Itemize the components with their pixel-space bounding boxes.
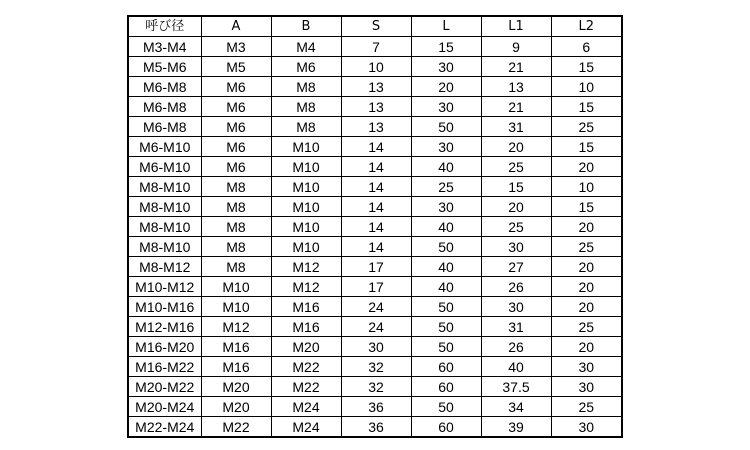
cell-l2: 20 <box>551 277 622 297</box>
table-row <box>128 77 622 97</box>
cell-l: 40 <box>411 257 481 277</box>
cell-l1: 37.5 <box>481 377 551 397</box>
cell-s: 17 <box>341 277 411 297</box>
table-row <box>128 177 622 197</box>
cell-l1: 13 <box>481 77 551 97</box>
cell-l2: 20 <box>551 217 622 237</box>
table-row <box>128 297 622 317</box>
cell-l2: 25 <box>551 317 622 337</box>
cell-s: 14 <box>341 237 411 257</box>
cell-a: M10 <box>201 297 271 317</box>
cell-nominal-size: M20-M22 <box>128 377 201 397</box>
cell-s: 14 <box>341 177 411 197</box>
cell-l: 60 <box>411 357 481 377</box>
table-row <box>128 257 622 277</box>
header-l1: L1 <box>481 16 551 37</box>
cell-l: 50 <box>411 237 481 257</box>
cell-l1: 21 <box>481 97 551 117</box>
table-row <box>128 377 622 397</box>
cell-nominal-size: M20-M24 <box>128 397 201 417</box>
cell-a: M8 <box>201 217 271 237</box>
table-row <box>128 217 622 237</box>
cell-l1: 20 <box>481 197 551 217</box>
cell-b: M10 <box>271 137 341 157</box>
cell-nominal-size: M6-M8 <box>128 97 201 117</box>
cell-a: M8 <box>201 237 271 257</box>
cell-l1: 25 <box>481 217 551 237</box>
cell-l: 50 <box>411 337 481 357</box>
cell-nominal-size: M8-M10 <box>128 177 201 197</box>
cell-b: M24 <box>271 397 341 417</box>
cell-a: M12 <box>201 317 271 337</box>
cell-nominal-size: M6-M8 <box>128 117 201 137</box>
cell-l: 50 <box>411 317 481 337</box>
table-row <box>128 57 622 77</box>
cell-l2: 30 <box>551 357 622 377</box>
cell-l: 20 <box>411 77 481 97</box>
cell-s: 32 <box>341 377 411 397</box>
cell-l2: 20 <box>551 257 622 277</box>
cell-nominal-size: M22-M24 <box>128 417 201 438</box>
cell-s: 14 <box>341 217 411 237</box>
cell-s: 13 <box>341 117 411 137</box>
cell-l1: 9 <box>481 37 551 57</box>
cell-l1: 39 <box>481 417 551 438</box>
cell-a: M6 <box>201 77 271 97</box>
cell-l: 30 <box>411 137 481 157</box>
cell-nominal-size: M8-M12 <box>128 257 201 277</box>
table-row <box>128 397 622 417</box>
cell-b: M10 <box>271 197 341 217</box>
table-row <box>128 137 622 157</box>
cell-l1: 20 <box>481 137 551 157</box>
cell-s: 30 <box>341 337 411 357</box>
header-row <box>128 16 622 37</box>
cell-l: 40 <box>411 277 481 297</box>
cell-l: 15 <box>411 37 481 57</box>
cell-a: M6 <box>201 117 271 137</box>
cell-l2: 15 <box>551 97 622 117</box>
cell-s: 14 <box>341 197 411 217</box>
cell-s: 36 <box>341 397 411 417</box>
cell-s: 17 <box>341 257 411 277</box>
header-nominal-size: 呼び径 <box>128 16 201 37</box>
table-row <box>128 337 622 357</box>
cell-s: 7 <box>341 37 411 57</box>
cell-l: 30 <box>411 197 481 217</box>
cell-a: M6 <box>201 137 271 157</box>
cell-l: 50 <box>411 397 481 417</box>
cell-a: M20 <box>201 377 271 397</box>
cell-a: M3 <box>201 37 271 57</box>
cell-l: 60 <box>411 417 481 438</box>
cell-b: M8 <box>271 77 341 97</box>
cell-a: M6 <box>201 157 271 177</box>
cell-l1: 30 <box>481 237 551 257</box>
table-row <box>128 117 622 137</box>
cell-nominal-size: M6-M10 <box>128 157 201 177</box>
cell-l1: 25 <box>481 157 551 177</box>
cell-l1: 40 <box>481 357 551 377</box>
cell-l1: 26 <box>481 337 551 357</box>
cell-b: M8 <box>271 97 341 117</box>
table-row <box>128 237 622 257</box>
cell-l2: 20 <box>551 157 622 177</box>
cell-l: 50 <box>411 297 481 317</box>
cell-s: 24 <box>341 317 411 337</box>
header-l: L <box>411 16 481 37</box>
cell-l: 30 <box>411 57 481 77</box>
cell-b: M4 <box>271 37 341 57</box>
cell-l2: 25 <box>551 397 622 417</box>
cell-s: 32 <box>341 357 411 377</box>
cell-l1: 30 <box>481 297 551 317</box>
header-s: S <box>341 16 411 37</box>
cell-s: 13 <box>341 77 411 97</box>
cell-nominal-size: M8-M10 <box>128 197 201 217</box>
cell-a: M8 <box>201 197 271 217</box>
cell-l1: 34 <box>481 397 551 417</box>
table-row <box>128 417 622 438</box>
cell-b: M20 <box>271 337 341 357</box>
cell-nominal-size: M5-M6 <box>128 57 201 77</box>
cell-b: M10 <box>271 157 341 177</box>
cell-l2: 15 <box>551 57 622 77</box>
table-body <box>128 37 622 438</box>
cell-l1: 15 <box>481 177 551 197</box>
cell-l2: 25 <box>551 117 622 137</box>
table-row <box>128 277 622 297</box>
cell-b: M12 <box>271 277 341 297</box>
cell-l1: 26 <box>481 277 551 297</box>
cell-l2: 10 <box>551 77 622 97</box>
cell-b: M22 <box>271 377 341 397</box>
cell-l1: 31 <box>481 117 551 137</box>
table-row <box>128 37 622 57</box>
cell-nominal-size: M16-M20 <box>128 337 201 357</box>
cell-nominal-size: M8-M10 <box>128 237 201 257</box>
cell-a: M6 <box>201 97 271 117</box>
cell-s: 13 <box>341 97 411 117</box>
cell-l: 25 <box>411 177 481 197</box>
cell-l2: 20 <box>551 337 622 357</box>
cell-b: M24 <box>271 417 341 438</box>
table-row <box>128 157 622 177</box>
cell-a: M5 <box>201 57 271 77</box>
cell-l: 30 <box>411 97 481 117</box>
cell-l: 50 <box>411 117 481 137</box>
cell-l2: 15 <box>551 197 622 217</box>
header-a: A <box>201 16 271 37</box>
cell-l2: 25 <box>551 237 622 257</box>
cell-l: 60 <box>411 377 481 397</box>
cell-nominal-size: M12-M16 <box>128 317 201 337</box>
cell-s: 10 <box>341 57 411 77</box>
table-row <box>128 357 622 377</box>
cell-a: M10 <box>201 277 271 297</box>
header-b: B <box>271 16 341 37</box>
cell-b: M16 <box>271 297 341 317</box>
cell-b: M22 <box>271 357 341 377</box>
cell-nominal-size: M10-M16 <box>128 297 201 317</box>
cell-l2: 10 <box>551 177 622 197</box>
cell-b: M10 <box>271 237 341 257</box>
cell-l1: 31 <box>481 317 551 337</box>
table-row <box>128 97 622 117</box>
cell-b: M10 <box>271 217 341 237</box>
cell-b: M10 <box>271 177 341 197</box>
cell-l2: 6 <box>551 37 622 57</box>
cell-l2: 15 <box>551 137 622 157</box>
cell-a: M22 <box>201 417 271 438</box>
cell-b: M12 <box>271 257 341 277</box>
table-row <box>128 317 622 337</box>
cell-l2: 30 <box>551 377 622 397</box>
cell-l1: 27 <box>481 257 551 277</box>
cell-a: M8 <box>201 177 271 197</box>
cell-l: 40 <box>411 157 481 177</box>
cell-nominal-size: M6-M8 <box>128 77 201 97</box>
cell-l2: 20 <box>551 297 622 317</box>
cell-nominal-size: M6-M10 <box>128 137 201 157</box>
cell-nominal-size: M8-M10 <box>128 217 201 237</box>
cell-nominal-size: M16-M22 <box>128 357 201 377</box>
cell-s: 14 <box>341 137 411 157</box>
cell-a: M16 <box>201 357 271 377</box>
cell-a: M20 <box>201 397 271 417</box>
dimension-table <box>127 15 623 438</box>
cell-nominal-size: M3-M4 <box>128 37 201 57</box>
cell-b: M8 <box>271 117 341 137</box>
cell-l: 40 <box>411 217 481 237</box>
cell-nominal-size: M10-M12 <box>128 277 201 297</box>
cell-s: 24 <box>341 297 411 317</box>
cell-a: M8 <box>201 257 271 277</box>
cell-l2: 30 <box>551 417 622 438</box>
cell-a: M16 <box>201 337 271 357</box>
cell-l1: 21 <box>481 57 551 77</box>
header-l2: L2 <box>551 16 622 37</box>
cell-b: M6 <box>271 57 341 77</box>
table-row <box>128 197 622 217</box>
cell-s: 36 <box>341 417 411 438</box>
cell-b: M16 <box>271 317 341 337</box>
cell-s: 14 <box>341 157 411 177</box>
